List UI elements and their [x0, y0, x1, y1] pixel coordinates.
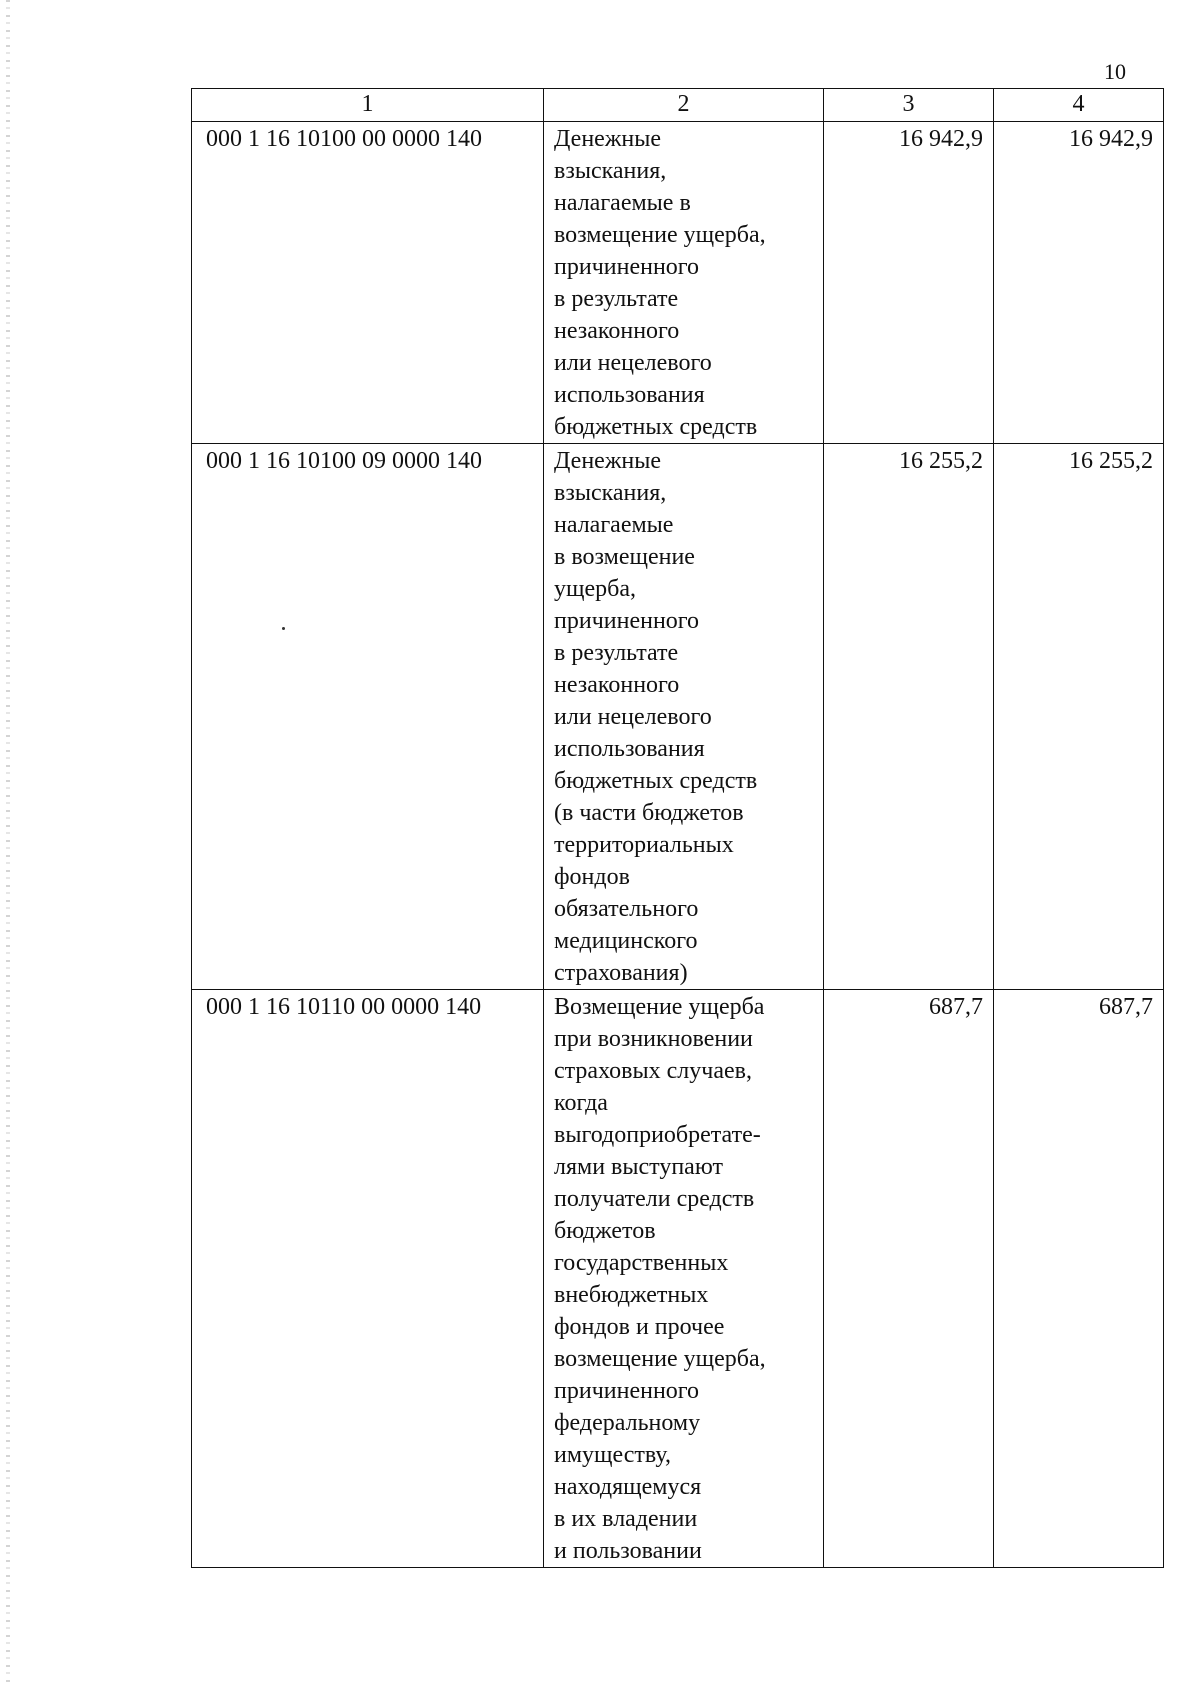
revenue-name-line: в возмещение	[554, 544, 695, 570]
revenue-name-line: при возникновении	[554, 1026, 753, 1052]
revenue-name-line: фондов	[554, 864, 630, 890]
revenue-name-line: или нецелевого	[554, 704, 712, 730]
scan-speck	[282, 627, 285, 630]
revenue-name-cell	[544, 990, 824, 1568]
revenue-name-line: бюджетов	[554, 1218, 656, 1244]
column-header-4: 4	[994, 89, 1164, 122]
revenue-name-line: бюджетных средств	[554, 414, 758, 440]
revenue-name-line: территориальных	[554, 832, 734, 858]
amount-column-4-cell: 16 942,9	[994, 122, 1164, 444]
revenue-name-line: бюджетных средств	[554, 768, 758, 794]
revenue-name-line: страхования)	[554, 960, 688, 986]
revenue-name-line: возмещение ущерба,	[554, 222, 766, 248]
budget-code-cell: 000 1 16 10100 00 0000 140	[192, 122, 544, 444]
revenue-name-line: и пользовании	[554, 1538, 702, 1564]
revenue-name-line: причиненного	[554, 254, 700, 280]
revenue-name-line: использования	[554, 382, 705, 408]
revenue-name-line: Денежные	[554, 126, 662, 152]
revenue-name-line: в результате	[554, 286, 679, 312]
revenue-name-line: лями выступают	[554, 1154, 723, 1180]
revenue-name-line: в результате	[554, 640, 679, 666]
revenue-name-cell	[544, 444, 824, 990]
revenue-name-line: фондов и прочее	[554, 1314, 725, 1340]
amount-column-4-cell: 687,7	[994, 990, 1164, 1568]
revenue-name-line: находящемуся	[554, 1474, 702, 1500]
revenue-name-line: незаконного	[554, 318, 680, 344]
revenue-name-line: ущерба,	[554, 576, 636, 602]
revenue-name-line: государственных	[554, 1250, 729, 1276]
column-header-1: 1	[192, 89, 544, 122]
revenue-name-line: налагаемые в	[554, 190, 691, 216]
amount-column-4-cell: 16 255,2	[994, 444, 1164, 990]
revenue-name-line: получатели средств	[554, 1186, 755, 1212]
revenue-name-line: Денежные	[554, 448, 662, 474]
amount-column-3-cell: 687,7	[824, 990, 994, 1568]
revenue-name-line: федеральному	[554, 1410, 701, 1436]
revenue-name-line: страховых случаев,	[554, 1058, 752, 1084]
column-header-2: 2	[544, 89, 824, 122]
revenue-name-line: Возмещение ущерба	[554, 994, 765, 1020]
amount-column-3-cell: 16 942,9	[824, 122, 994, 444]
revenue-name-line: налагаемые	[554, 512, 674, 538]
revenue-name-line: взыскания,	[554, 480, 667, 506]
revenue-name-line: в их владении	[554, 1506, 698, 1532]
amount-column-3-cell: 16 255,2	[824, 444, 994, 990]
revenue-name-line: медицинского	[554, 928, 698, 954]
revenue-name-line: возмещение ущерба,	[554, 1346, 766, 1372]
revenue-name-line: внебюджетных	[554, 1282, 709, 1308]
table-header-row	[192, 89, 1164, 122]
revenue-name-line: незаконного	[554, 672, 680, 698]
revenue-name-line: или нецелевого	[554, 350, 712, 376]
table-row	[192, 444, 1164, 990]
revenue-name-line: имуществу,	[554, 1442, 672, 1468]
budget-code-cell: 000 1 16 10100 09 0000 140	[192, 444, 544, 990]
budget-code-cell: 000 1 16 10110 00 0000 140	[192, 990, 544, 1568]
scan-edge-marks	[6, 0, 10, 1683]
budget-revenue-table	[191, 88, 1164, 1568]
revenue-name-line: причиненного	[554, 1378, 700, 1404]
revenue-name-cell	[544, 122, 824, 444]
revenue-name-line: выгодоприобретате-	[554, 1122, 761, 1148]
revenue-name-line: использования	[554, 736, 705, 762]
revenue-name-line: когда	[554, 1090, 608, 1116]
page-number: 10	[1104, 59, 1126, 84]
revenue-name-line: (в части бюджетов	[554, 800, 744, 826]
table-row	[192, 122, 1164, 444]
revenue-name-line: взыскания,	[554, 158, 667, 184]
column-header-3: 3	[824, 89, 994, 122]
revenue-name-line: причиненного	[554, 608, 700, 634]
revenue-name-line: обязательного	[554, 896, 699, 922]
table-row	[192, 990, 1164, 1568]
